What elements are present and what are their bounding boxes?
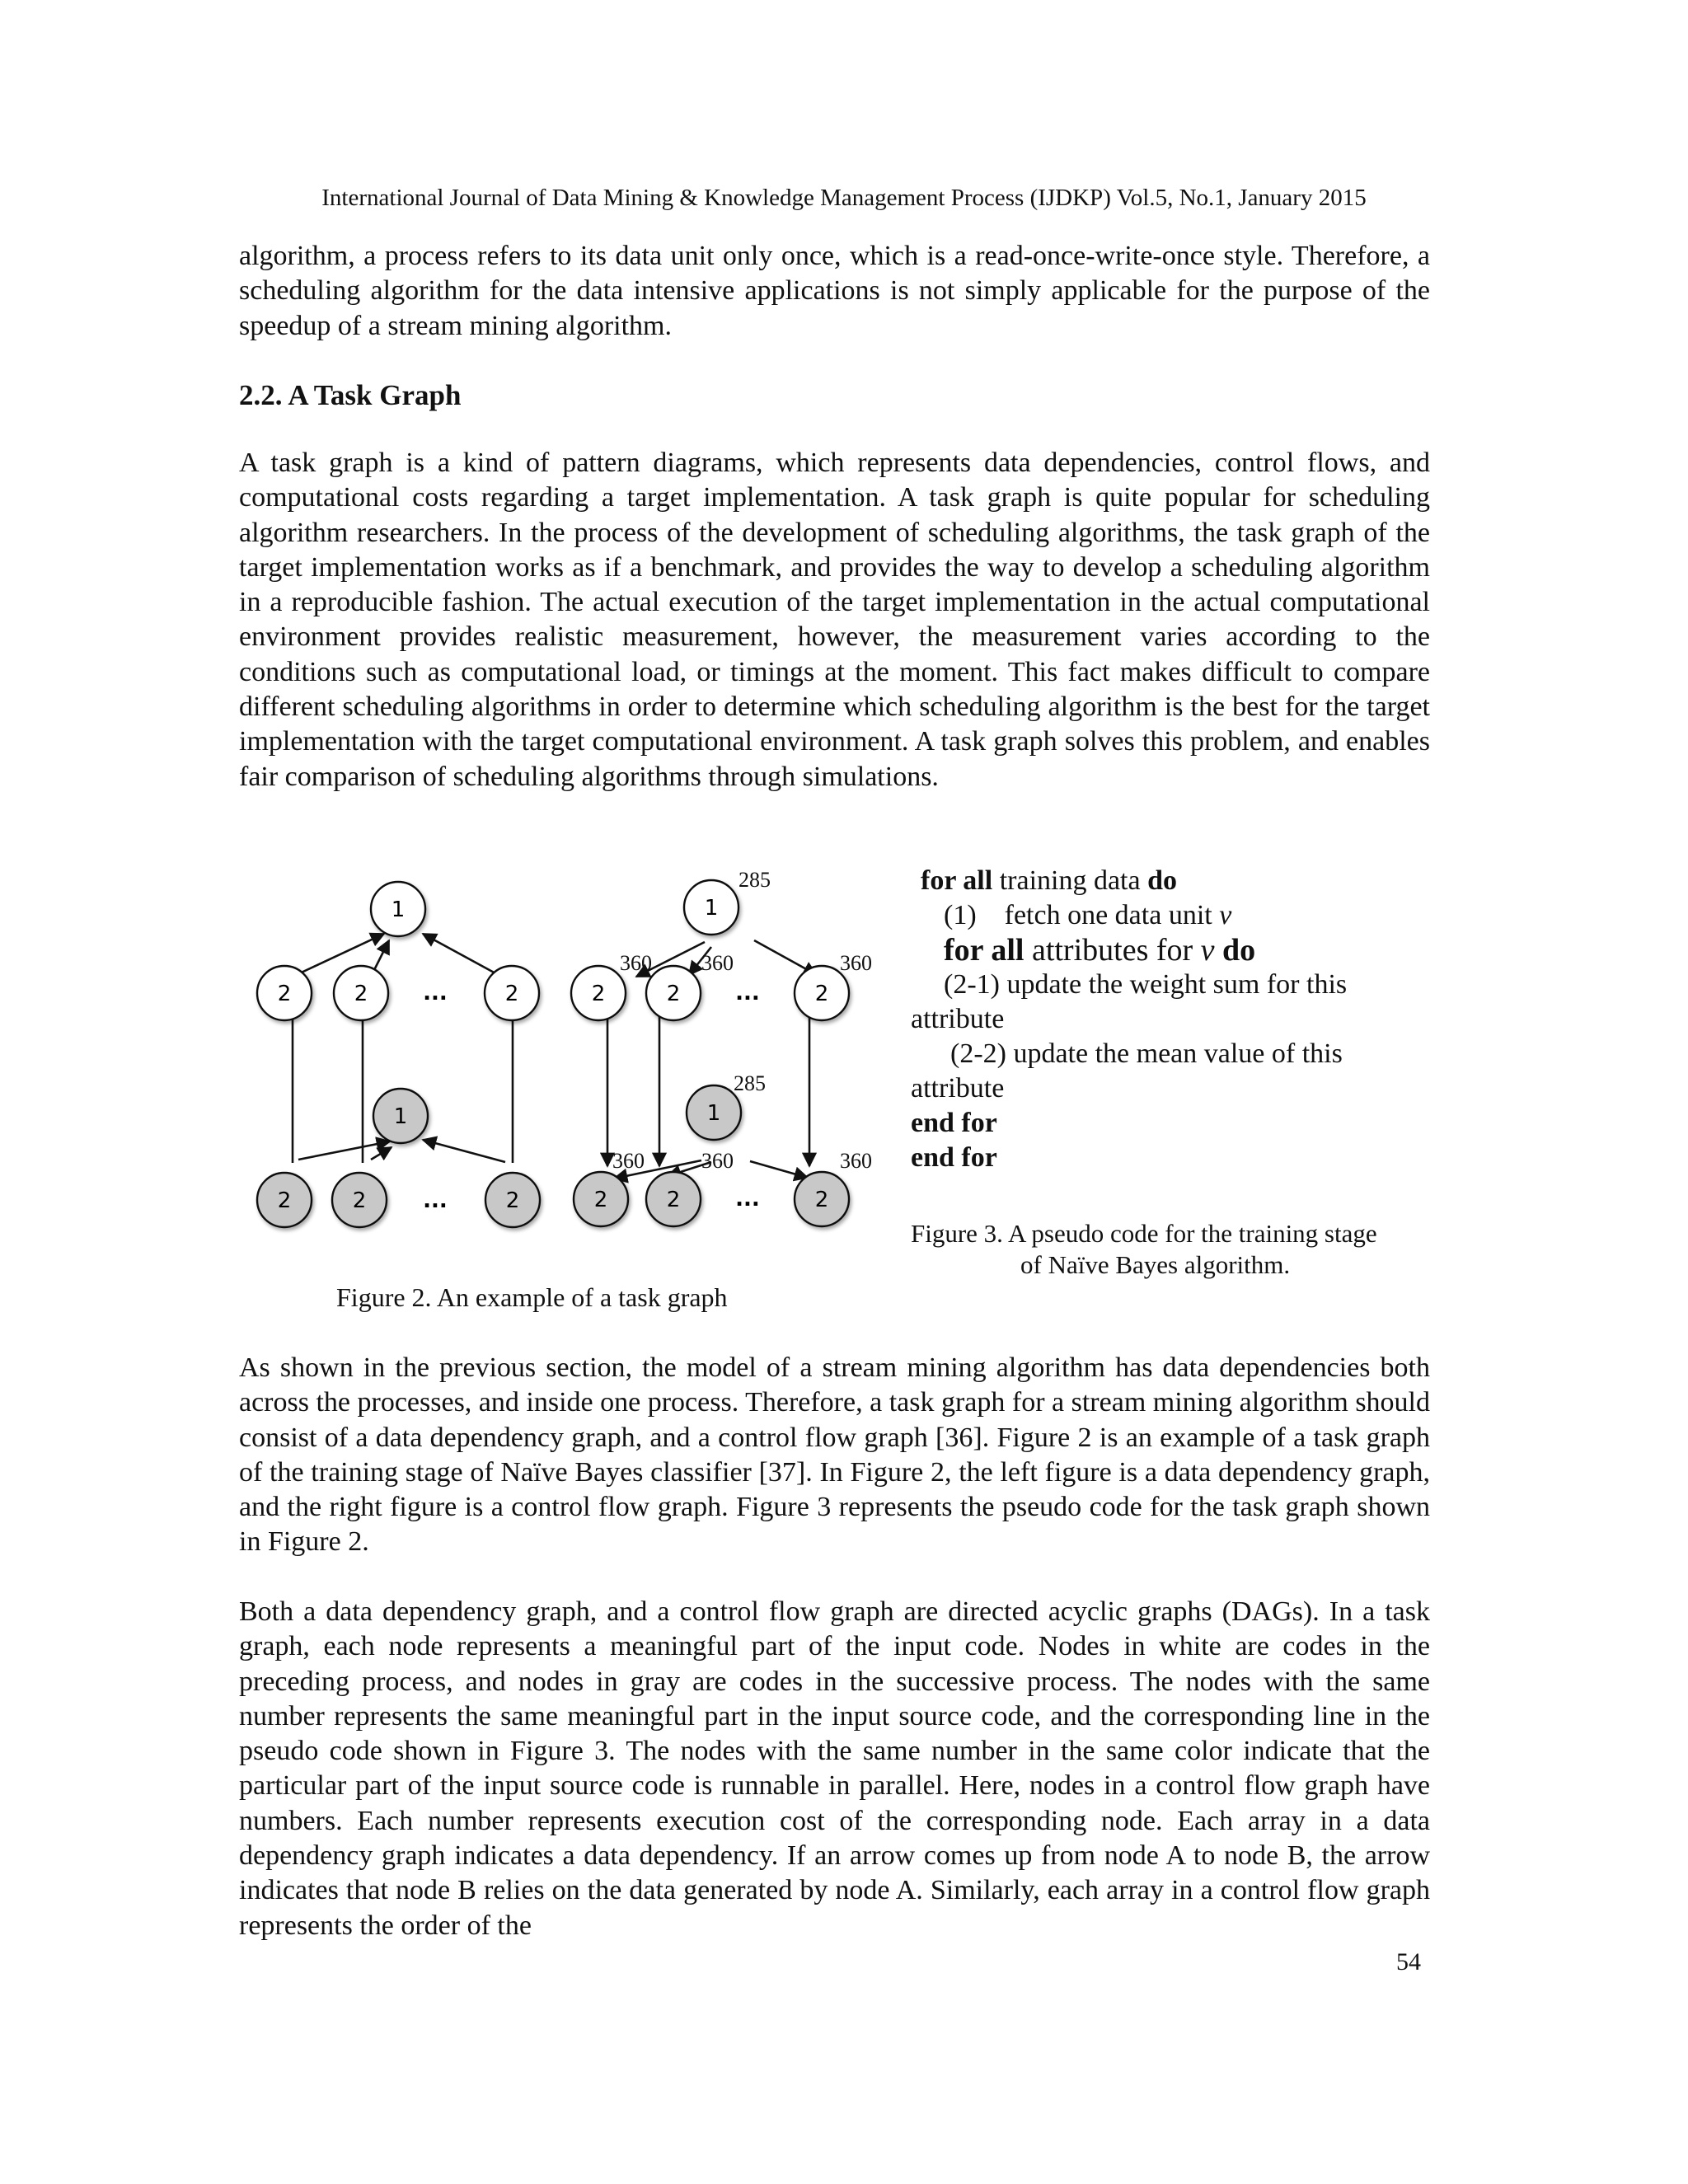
cost-label: 360 [620, 951, 652, 975]
figure-3-caption [911, 1218, 1438, 1281]
intro-paragraph-text: algorithm, a process refers to its data unit only once, which is a read-once-write-once style. Therefore, a scheduling algorithm for the data intensive applications is not simply applicable for the purpose of the speedup of a stream mining algorithm. [239, 241, 1430, 341]
svg-text:1: 1 [706, 1101, 721, 1126]
dag-paragraph [239, 1595, 1430, 1943]
svg-text:2: 2 [504, 982, 519, 1006]
svg-text:1: 1 [393, 1104, 408, 1129]
pseudo-line-6: (2-2) update the mean value of this [950, 1038, 1343, 1069]
svg-text:2: 2 [277, 982, 292, 1006]
cost-label: 285 [738, 868, 771, 892]
svg-text:1: 1 [391, 898, 406, 922]
node-2-gray [332, 1173, 387, 1227]
ellipsis: ... [735, 1187, 760, 1212]
node-1-gray [373, 1089, 428, 1143]
figure-3-pseudo-code [911, 864, 1347, 1175]
node-2-white [257, 966, 312, 1020]
svg-text:2: 2 [277, 1188, 292, 1213]
pseudo-line-1: for all training data do [921, 865, 1178, 896]
ellipsis: ... [423, 1188, 448, 1213]
pseudo-line-2: (1) fetch one data unit v [944, 900, 1232, 930]
section-heading: 2.2. A Task Graph [239, 379, 462, 411]
svg-text:2: 2 [591, 982, 606, 1006]
figure-2-task-graph [247, 861, 890, 1257]
cost-label: 360 [612, 1149, 645, 1173]
edge [423, 1140, 505, 1162]
svg-text:2: 2 [593, 1188, 608, 1212]
node-2-gray [485, 1173, 540, 1227]
node-2-gray [257, 1173, 312, 1227]
figure-2-caption: Figure 2. An example of a task graph [336, 1282, 728, 1312]
svg-text:2: 2 [814, 982, 829, 1006]
svg-text:2: 2 [354, 982, 368, 1006]
node-1-white [371, 882, 425, 936]
node-2-gray [646, 1172, 701, 1226]
svg-text:2: 2 [814, 1188, 829, 1212]
figure-3-caption-line-2: of Naïve Bayes algorithm. [1020, 1250, 1291, 1279]
svg-text:2: 2 [666, 1188, 681, 1212]
node-1-white [684, 880, 738, 935]
cost-label: 360 [840, 1149, 872, 1173]
cost-label: 360 [840, 951, 872, 975]
task-graph-paragraph-text: A task graph is a kind of pattern diagrams, which represents data dependencies, control flows, and computational costs regarding a target implementation. A task graph is quite popular for scheduling algorithm researchers. In the process of the development of scheduling algorithms, the task graph of the target implementation works as if a benchmark, and provides the way to develop a scheduling algorithm in a reproducible fashion. The actual execution of the target implementation in the actual computational environment provides realistic measurement, however, the measurement varies according to the conditions such as computational load, or timings at the moment. This fact makes difficult to compare different scheduling algorithms in order to determine which scheduling algorithm is the best for the target implementation with the target computational environment. A task graph solves this problem, and enables fair comparison of scheduling algorithms through simulations. [239, 448, 1430, 792]
cost-label: 285 [734, 1071, 766, 1095]
svg-text:2: 2 [666, 982, 681, 1006]
dag-paragraph-text: Both a data dependency graph, and a control flow graph are directed acyclic graphs (DAGs). In a task graph, each node represents a meaningful part of the input code. Nodes in white are codes in the preceding process, and nodes in gray are codes in the successive process. The nodes with the same number represents the same meaningful part in the input source code, and the corresponding line in the pseudo code shown in Figure 3. The nodes with the same number in the same color indicate that the particular part of the input source code is runnable in parallel. Here, nodes in a control flow graph have numbers. Each number represents execution cost of the corresponding node. Each array in a data dependency graph indicates a data dependency. If an arrow comes up from node A to node B, the arrow indicates that node B relies on the data generated by node A. Similarly, each array in a control flow graph represents the order of the [239, 1596, 1430, 1941]
svg-text:2: 2 [505, 1188, 520, 1213]
task-graph-paragraph [239, 446, 1430, 794]
task-graph-diagram [247, 861, 890, 1257]
running-head: International Journal of Data Mining & Knowledge Management Process (IJDKP) Vol.5, No.1, January 2015 [321, 185, 1367, 211]
node-2-gray [795, 1172, 849, 1226]
pseudo-line-9: end for [911, 1142, 997, 1173]
node-2-white [334, 966, 388, 1020]
pseudo-line-8: end for [911, 1108, 997, 1138]
ellipsis: ... [423, 981, 448, 1005]
node-2-white [485, 966, 539, 1020]
node-2-white [571, 966, 626, 1020]
pseudo-line-4: (2-1) update the weight sum for this [944, 969, 1348, 1000]
svg-text:2: 2 [352, 1188, 367, 1213]
pseudo-line-5: attribute [911, 1004, 1005, 1034]
node-2-white [646, 966, 701, 1020]
edge [371, 1147, 392, 1160]
page-number: 54 [1396, 1948, 1421, 1975]
pseudo-line-3: for all attributes for v do [944, 933, 1256, 968]
cost-label: 360 [701, 1149, 734, 1173]
intro-paragraph [239, 239, 1430, 344]
svg-text:1: 1 [704, 896, 719, 921]
node-2-gray [574, 1172, 628, 1226]
cost-label: 360 [701, 951, 734, 975]
pseudo-line-7: attribute [911, 1073, 1005, 1104]
ellipsis: ... [735, 981, 760, 1005]
previous-section-paragraph-text: As shown in the previous section, the model of a stream mining algorithm has data dependencies both across the processes, and inside one process. Therefore, a task graph for a stream mining algorithm should consist of a data dependency graph, and a control flow graph [36]. Figure 2 is an example of a task graph of the training stage of Naïve Bayes classifier [37]. In Figure 2, the left figure is a data dependency graph, and the right figure is a control flow graph. Figure 3 represents the pseudo code for the task graph shown in Figure 2. [239, 1352, 1430, 1558]
previous-section-paragraph [239, 1351, 1430, 1560]
edge [750, 1161, 808, 1178]
control-flow-edges [607, 940, 817, 1179]
figure-3-caption-line-1: Figure 3. A pseudo code for the training stage [911, 1219, 1377, 1248]
